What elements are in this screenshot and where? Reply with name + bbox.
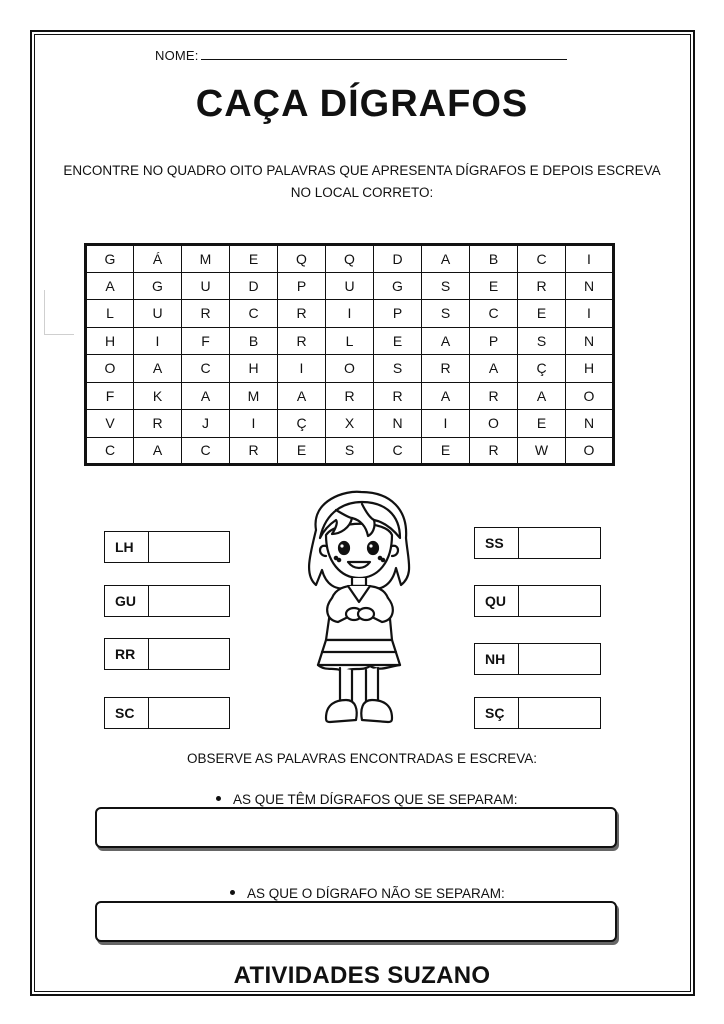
grid-cell[interactable]: H (86, 327, 134, 355)
grid-cell[interactable]: Ç (518, 355, 566, 383)
grid-cell[interactable]: N (566, 327, 614, 355)
grid-cell[interactable]: S (326, 437, 374, 465)
instructions (40, 160, 684, 204)
grid-cell[interactable]: A (278, 382, 326, 410)
digraph-label: RR (105, 639, 149, 669)
grid-cell[interactable]: K (134, 382, 182, 410)
grid-cell[interactable]: O (470, 410, 518, 438)
grid-cell[interactable]: N (566, 410, 614, 438)
grid-row (86, 382, 614, 410)
grid-row (86, 272, 614, 300)
grid-cell[interactable]: Q (278, 245, 326, 273)
digraph-answer-field[interactable] (149, 639, 229, 669)
grid-cell[interactable]: A (422, 245, 470, 273)
grid-cell[interactable]: O (326, 355, 374, 383)
answer-box-separating[interactable] (95, 807, 617, 848)
bullet-non-separating-digraphs (230, 886, 505, 901)
grid-row (86, 327, 614, 355)
grid-cell[interactable]: I (278, 355, 326, 383)
digraph-box-sc-cedilla[interactable] (474, 697, 601, 729)
grid-cell[interactable]: A (134, 437, 182, 465)
grid-cell[interactable]: C (86, 437, 134, 465)
grid-cell[interactable]: R (326, 382, 374, 410)
grid-cell[interactable]: I (566, 245, 614, 273)
digraph-box-gu[interactable] (104, 585, 230, 617)
grid-cell[interactable]: C (182, 437, 230, 465)
digraph-label: SS (475, 528, 519, 558)
grid-cell[interactable]: A (422, 327, 470, 355)
scan-artifact-line (44, 290, 45, 334)
digraph-answer-field[interactable] (519, 586, 600, 616)
grid-cell[interactable]: G (134, 272, 182, 300)
digraph-answer-field[interactable] (519, 644, 600, 674)
grid-cell[interactable]: E (518, 300, 566, 328)
grid-cell[interactable]: G (374, 272, 422, 300)
grid-cell[interactable]: N (374, 410, 422, 438)
grid-cell[interactable]: E (374, 327, 422, 355)
instructions-line-2: NO LOCAL CORRETO: (290, 185, 434, 200)
digraph-box-lh[interactable] (104, 531, 230, 563)
name-blank-line[interactable] (201, 47, 567, 60)
digraph-label: QU (475, 586, 519, 616)
answer-box-non-separating[interactable] (95, 901, 617, 942)
grid-cell[interactable]: E (422, 437, 470, 465)
digraph-box-rr[interactable] (104, 638, 230, 670)
grid-cell[interactable]: S (518, 327, 566, 355)
grid-cell[interactable]: U (182, 272, 230, 300)
girl-illustration (296, 490, 422, 740)
grid-cell[interactable]: P (278, 272, 326, 300)
bullet-text: AS QUE O DÍGRAFO NÃO SE SEPARAM: (247, 886, 505, 901)
grid-row (86, 437, 614, 465)
bullet-text: AS QUE TÊM DÍGRAFOS QUE SE SEPARAM: (233, 792, 518, 807)
digraph-answer-field[interactable] (149, 586, 229, 616)
grid-cell[interactable]: A (470, 355, 518, 383)
grid-cell[interactable]: I (134, 327, 182, 355)
grid-cell[interactable]: W (518, 437, 566, 465)
grid-cell[interactable]: Q (326, 245, 374, 273)
grid-cell[interactable]: F (86, 382, 134, 410)
grid-cell[interactable]: S (422, 272, 470, 300)
grid-cell[interactable]: I (566, 300, 614, 328)
grid-cell[interactable]: U (326, 272, 374, 300)
digraph-label: NH (475, 644, 519, 674)
grid-cell[interactable]: P (470, 327, 518, 355)
grid-cell[interactable]: R (422, 355, 470, 383)
grid-cell[interactable]: A (422, 382, 470, 410)
digraph-label: LH (105, 532, 149, 562)
grid-cell[interactable]: L (86, 300, 134, 328)
grid-cell[interactable]: S (374, 355, 422, 383)
grid-cell[interactable]: C (518, 245, 566, 273)
grid-cell[interactable]: D (374, 245, 422, 273)
grid-cell[interactable]: F (182, 327, 230, 355)
name-label: NOME: (155, 48, 199, 63)
page-title: CAÇA DÍGRAFOS (195, 83, 529, 125)
name-field[interactable] (155, 47, 567, 63)
digraph-answer-field[interactable] (149, 532, 229, 562)
grid-cell[interactable]: O (86, 355, 134, 383)
grid-cell[interactable]: R (374, 382, 422, 410)
grid-cell[interactable]: O (566, 437, 614, 465)
grid-cell[interactable]: D (230, 272, 278, 300)
word-search-grid (84, 243, 615, 466)
grid-cell[interactable]: C (230, 300, 278, 328)
grid-cell[interactable]: H (230, 355, 278, 383)
grid-cell[interactable]: A (182, 382, 230, 410)
grid-cell[interactable]: C (470, 300, 518, 328)
grid-cell[interactable]: E (470, 272, 518, 300)
grid-cell[interactable]: R (470, 382, 518, 410)
grid-cell[interactable]: B (230, 327, 278, 355)
grid-cell[interactable]: C (374, 437, 422, 465)
grid-cell[interactable]: M (230, 382, 278, 410)
grid-row (86, 410, 614, 438)
grid-row (86, 355, 614, 383)
grid-cell[interactable]: A (86, 272, 134, 300)
grid-cell[interactable]: I (422, 410, 470, 438)
grid-cell[interactable]: E (518, 410, 566, 438)
grid-cell[interactable]: V (86, 410, 134, 438)
digraph-box-qu[interactable] (474, 585, 601, 617)
grid-row (86, 300, 614, 328)
bullet-dot-icon (230, 890, 235, 895)
grid-cell[interactable]: R (278, 300, 326, 328)
observe-heading: OBSERVE AS PALAVRAS ENCONTRADAS E ESCREVA: (186, 751, 538, 766)
footer-brand: ATIVIDADES SUZANO (233, 962, 491, 989)
grid-cell[interactable]: G (86, 245, 134, 273)
grid-cell[interactable]: C (182, 355, 230, 383)
grid-cell[interactable]: R (230, 437, 278, 465)
grid-cell[interactable]: H (566, 355, 614, 383)
digraph-label: SÇ (475, 698, 519, 728)
digraph-label: GU (105, 586, 149, 616)
grid-cell[interactable]: B (470, 245, 518, 273)
grid-row (86, 245, 614, 273)
bullet-separating-digraphs (216, 792, 518, 807)
digraph-box-sc[interactable] (104, 697, 230, 729)
grid-cell[interactable]: R (134, 410, 182, 438)
grid-cell[interactable]: A (134, 355, 182, 383)
grid-cell[interactable]: R (182, 300, 230, 328)
grid-cell[interactable]: N (566, 272, 614, 300)
digraph-answer-field[interactable] (519, 528, 600, 558)
grid-cell[interactable]: U (134, 300, 182, 328)
digraph-box-ss[interactable] (474, 527, 601, 559)
grid-cell[interactable]: E (230, 245, 278, 273)
grid-cell[interactable]: Á (134, 245, 182, 273)
grid-cell[interactable]: I (230, 410, 278, 438)
grid-cell[interactable]: J (182, 410, 230, 438)
grid-cell[interactable]: R (470, 437, 518, 465)
grid-cell[interactable]: R (278, 327, 326, 355)
scan-artifact-line (44, 334, 74, 335)
grid-cell[interactable]: Ç (278, 410, 326, 438)
grid-cell[interactable]: O (566, 382, 614, 410)
grid-cell[interactable]: X (326, 410, 374, 438)
digraph-label: SC (105, 698, 149, 728)
grid-cell[interactable]: P (374, 300, 422, 328)
bullet-dot-icon (216, 796, 221, 801)
grid-cell[interactable]: S (422, 300, 470, 328)
instructions-line-1: ENCONTRE NO QUADRO OITO PALAVRAS QUE APRESENTA DÍGRAFOS E DEPOIS ESCREVA (63, 163, 661, 178)
grid-cell[interactable]: M (182, 245, 230, 273)
digraph-answer-field[interactable] (149, 698, 229, 728)
grid-cell[interactable]: L (326, 327, 374, 355)
grid-cell[interactable]: A (518, 382, 566, 410)
digraph-answer-field[interactable] (519, 698, 600, 728)
grid-cell[interactable]: R (518, 272, 566, 300)
digraph-box-nh[interactable] (474, 643, 601, 675)
grid-cell[interactable]: I (326, 300, 374, 328)
grid-cell[interactable]: E (278, 437, 326, 465)
